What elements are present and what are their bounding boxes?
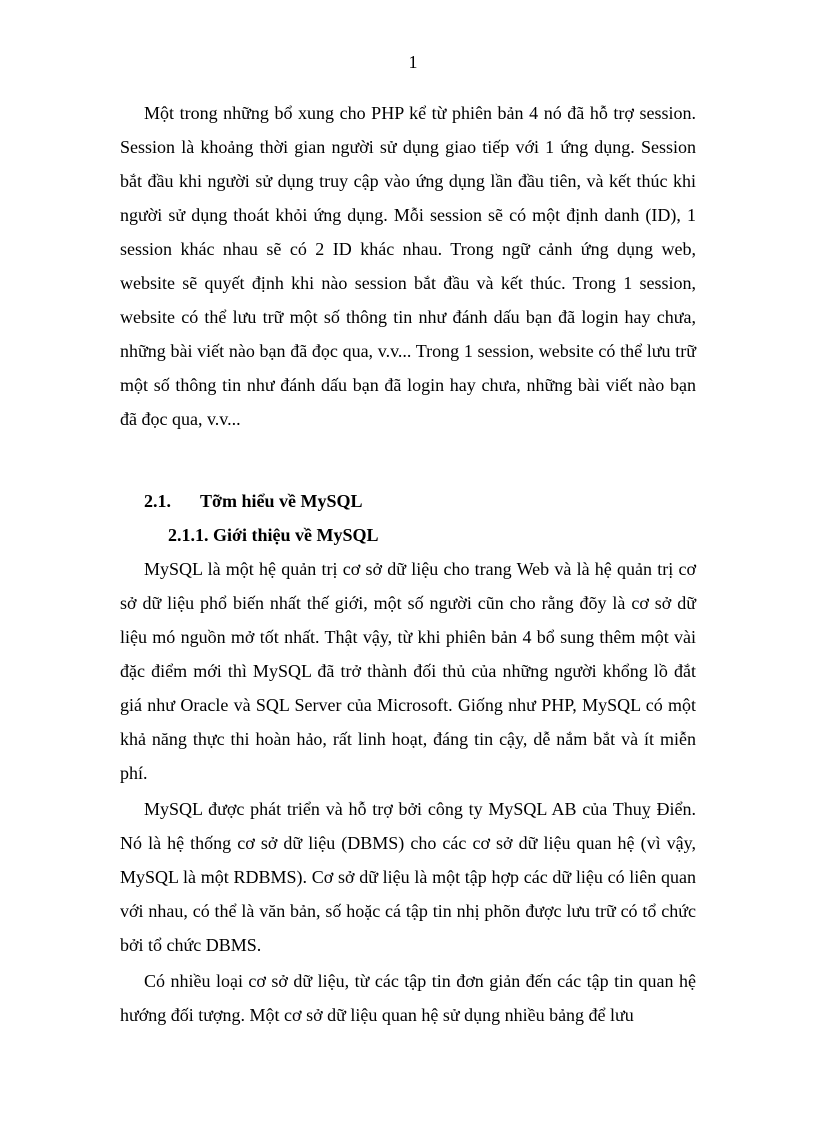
- paragraph-session: Một trong những bổ xung cho PHP kể từ phiên bản 4 nó đã hỗ trợ session. Session là khoảng thời gian người sử dụng giao tiếp với 1 ứng dụng. Session bắt đầu khi người sử dụng truy cập vào ứng dụng lần đầu tiên, và kết thúc khi người sử dụng thoát khỏi ứng dụng. Mỗi session sẽ có một định danh (ID), 1 session khác nhau sẽ có 2 ID khác nhau. Trong ngữ cảnh ứng dụng web, website sẽ quyết định khi nào session bắt đầu và kết thúc. Trong 1 session, website có thể lưu trữ một số thông tin như đánh dấu bạn đã login hay chưa, những bài viết nào bạn đã đọc qua, v.v... Trong 1 session, website có thể lưu trữ một số thông tin như đánh dấu bạn đã login hay chưa, những bài viết nào bạn đã đọc qua, v.v...: [120, 103, 696, 429]
- paragraph-mysql-intro: MySQL là một hệ quản trị cơ sở dữ liệu cho trang Web và là hệ quản trị cơ sở dữ liệu phổ biến nhất thế giới, một số người cũn cho rằng đõy là cơ sở dữ liệu mó nguồn mở tốt nhất. Thật vậy, từ khi phiên bản 4 bổ sung thêm một vài đặc điểm mới thì MySQL đã trở thành đối thủ của những người khổng lồ đắt giá như Oracle và SQL Server của Microsoft. Giống như PHP, MySQL có một khả năng thực thi hoàn hảo, rất linh hoạt, đáng tin cậy, dễ nắm bắt và ít miễn phí.: [120, 559, 696, 783]
- section-number: 2.1.: [144, 491, 171, 511]
- paragraph-database-types: Có nhiều loại cơ sở dữ liệu, từ các tập tin đơn giản đến các tập tin quan hệ hướng đối tượng. Một cơ sở dữ liệu quan hệ sử dụng nhiều bảng để lưu: [120, 971, 696, 1025]
- paragraph-mysql-ab: MySQL được phát triển và hỗ trợ bởi công ty MySQL AB của Thuỵ Điển. Nó là hệ thống cơ sở dữ liệu (DBMS) cho các cơ sở dữ liệu quan hệ (vì vậy, MySQL là một RDBMS). Cơ sở dữ liệu là một tập hợp các dữ liệu có liên quan với nhau, có thể là văn bản, số hoặc cá tập tin nhị phõn được lưu trữ có tổ chức bởi tổ chức DBMS.: [120, 799, 696, 955]
- spacer: [120, 436, 696, 470]
- section-heading: [144, 484, 696, 518]
- page-number: 1: [408, 52, 418, 72]
- document-body: [120, 96, 696, 1032]
- subsection-heading: 2.1.1. Giới thiệu về MySQL: [168, 525, 379, 545]
- section-title: Tỡm hiểu về MySQL: [200, 491, 363, 511]
